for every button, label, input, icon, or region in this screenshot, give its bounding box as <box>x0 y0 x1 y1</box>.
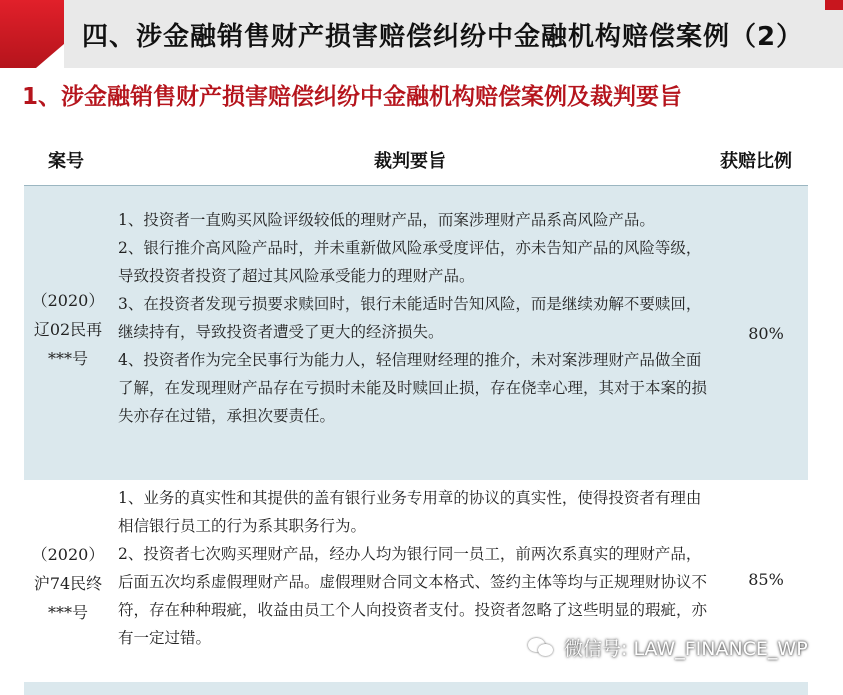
wechat-watermark <box>528 632 808 662</box>
table-row-next-edge <box>24 682 808 695</box>
wechat-icon <box>528 636 556 658</box>
case-number-line: ***号 <box>47 603 88 622</box>
ruling-summary-cell <box>118 206 708 430</box>
ruling-point: 2、银行推介高风险产品时，并未重新做风险承受度评估，亦未告知产品的风险等级，导致投资者投资了超过其风险承受能力的理财产品。 <box>118 239 702 285</box>
ruling-point: 1、投资者一直购买风险评级较低的理财产品，而案涉理财产品系高风险产品。 <box>118 211 655 229</box>
case-table <box>24 135 808 695</box>
compensation-ratio-cell: 80% <box>748 324 784 343</box>
table-row <box>24 186 808 484</box>
corner-mark <box>825 0 843 10</box>
case-number-line: （2020） <box>31 291 105 310</box>
case-number-cell <box>24 540 112 627</box>
case-number-line: 辽02民再 <box>33 320 103 339</box>
ruling-point: 2、投资者七次购买理财产品，经办人均为银行同一员工，前两次系真实的理财产品，后面五次均系虚假理财产品。虚假理财合同文本格式、签约主体等均与正规理财协议不符，存在种种瑕疵，收益由员工个人向投资者支付。投资者忽略了这些明显的瑕疵，亦有一定过错。 <box>118 545 708 647</box>
case-number-line: （2020） <box>31 545 105 564</box>
ruling-point: 3、在投资者发现亏损要求赎回时，银行未能适时告知风险，而是继续劝解不要赎回，继续持有，导致投资者遭受了更大的经济损失。 <box>118 295 702 341</box>
case-number-line: ***号 <box>47 349 88 368</box>
compensation-ratio-cell: 85% <box>748 570 784 589</box>
ruling-point: 4、投资者作为完全民事行为能力人，轻信理财经理的推介，未对案涉理财产品做全面了解，在发现理财产品存在亏损时未能及时赎回止损，存在侥幸心理，其对于本案的损失亦存在过错，承担次要责任。 <box>118 351 708 425</box>
section-title: 1、涉金融销售财产损害赔偿纠纷中金融机构赔偿案例及裁判要旨 <box>22 84 683 110</box>
table-header <box>24 135 808 186</box>
watermark-text: 微信号: LAW_FINANCE_WP <box>564 637 808 660</box>
ruling-point: 1、业务的真实性和其提供的盖有银行业务专用章的协议的真实性，使得投资者有理由相信银行员工的行为系其职务行为。 <box>118 489 702 535</box>
slide-title: 四、涉金融销售财产损害赔偿纠纷中金融机构赔偿案例（2） <box>82 22 804 52</box>
case-number-line: 沪74民终 <box>33 574 103 593</box>
column-header-ruling-summary: 裁判要旨 <box>374 151 446 172</box>
column-header-compensation-ratio: 获赔比例 <box>720 151 792 172</box>
column-header-case-number: 案号 <box>48 151 84 172</box>
case-number-cell <box>24 286 112 373</box>
ruling-summary-cell <box>118 484 708 652</box>
